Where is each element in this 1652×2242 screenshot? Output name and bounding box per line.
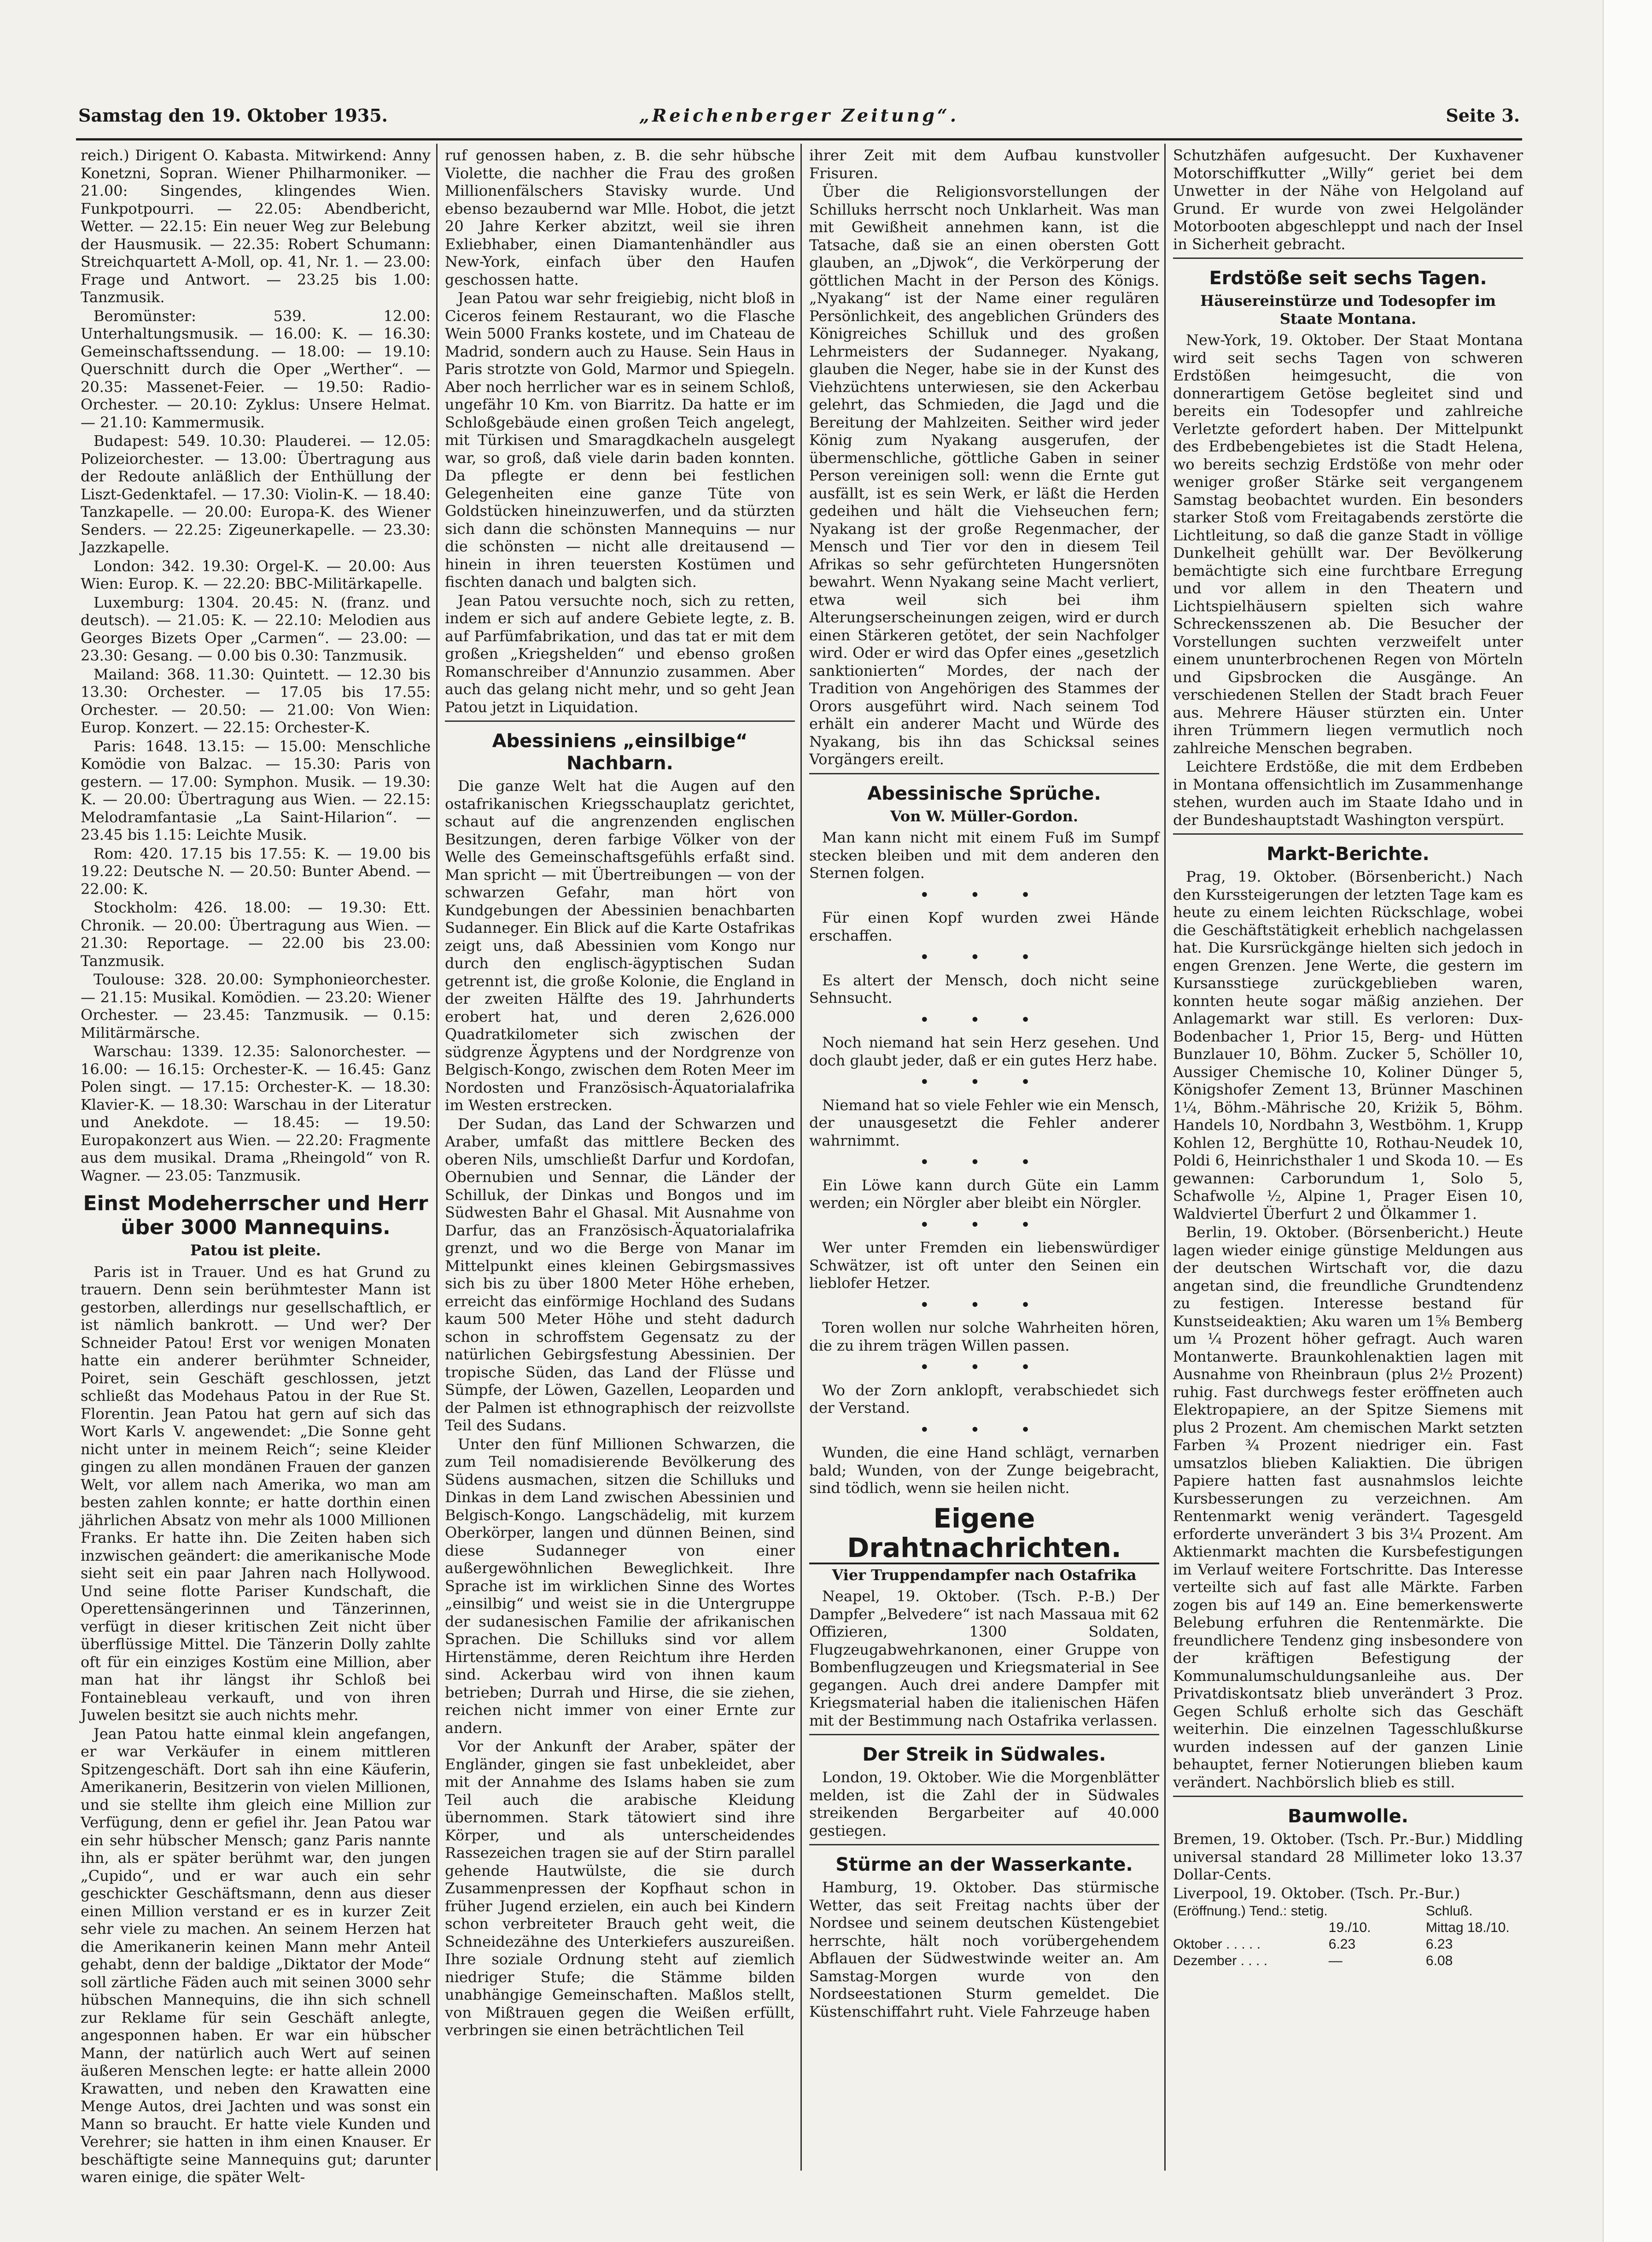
section-rule (1173, 833, 1523, 835)
radio-listing: Toulouse: 328. 20.00: Symphonieorchester. — 21.15: Musikal. Komödien. — 23.20: Wiener Orchester. — 23.45: Tanzmusik. — 0.15: Militärmärsche. (81, 971, 431, 1042)
column-3 (809, 146, 1159, 2169)
table-cell: 6.23 (1425, 1937, 1453, 1952)
separator-dots: • • • (920, 887, 1049, 903)
article-paragraph: Jean Patou war sehr freigiebig, nicht bloß in Ciceros feinem Restaurant, wo die Flasche Wein 5000 Franks kostete, und im Chateau de Madrid, sondern auch zu Hause. Sein Haus in Paris strotzte von Gold, Marmor und Spiegeln. Aber noch herrlicher war es in seinem Schloß, ungefähr 10 Km. von Biarritz. Da hatte er im Schloßgebäude einen großen Teich angelegt, mit Türkisen und Smaragdkacheln ausgelegt war, so groß, daß viele darin baden konnten. Da pflegte er denn bei festlichen Gelegenheiten eine ganze Tüte von Goldstücken hineinzuwerfen, und da stürzten sich dann die schönsten Mannequins — nur die schönsten — nicht alle dreitausend — hinein in ihren teuersten Kostümen und fischten danach und balgten sich. (445, 289, 795, 591)
column-2 (445, 146, 795, 2169)
table-cell: 6.23 (1328, 1937, 1356, 1952)
table-cell: 6.08 (1425, 1953, 1453, 1968)
separator-dots: • • • (920, 1154, 1049, 1171)
article-paragraph: Leichtere Erdstöße, die mit dem Erdbeben in Montana offensichtlich im Zusammenhange stehen, wurden auch im Staate Idaho und in der Bundeshauptstadt Washington verspürt. (1173, 758, 1523, 829)
radio-listing: Rom: 420. 17.15 bis 17.55: K. — 19.00 bis 19.22: Deutsche N. — 20.50: Bunter Abend. — 22.00: K. (81, 844, 431, 898)
separator-dots: • • • (920, 949, 1049, 966)
radio-listing: Warschau: 1339. 12.35: Salonorchester. — 16.00: — 16.15: Orchester-K. — 16.45: Ganz Polen singt. — 17.15: Orchester-K. — 18.30: Klavier-K. — 18.30: Warschau in der Literatur und Anekdote. — 18.45: — 19.50: Europakonzert aus Wien. — 22.20: Fragmente aus dem musikal. Drama „Rheingold“ von R. Wagner. — 23.05: Tanzmusik. (81, 1042, 431, 1184)
saying: Wer unter Fremden ein liebenswürdiger Schwätzer, ist oft unter den Seinen ein lieblofer Hetzer. (809, 1239, 1159, 1292)
radio-listing: London: 342. 19.30: Orgel-K. — 20.00: Aus Wien: Europ. K. — 22.20: BBC-Militärkapelle. (81, 557, 431, 592)
section-headline: Eigene Drahtnachrichten. (809, 1504, 1159, 1564)
article-headline: Abessiniens „einsilbige“ Nachbarn. (492, 731, 748, 774)
column-1 (81, 146, 431, 2186)
saying: Man kann nicht mit einem Fuß im Sumpf stecken bleiben und mit dem anderen den Sternen folgen. (809, 829, 1159, 882)
saying: Wunden, die eine Hand schlägt, vernarben bald; Wunden, von der Zunge beigebracht, sind tödlich, wenn sie heilen nicht. (809, 1444, 1159, 1497)
article-headline: Erdstöße seit sechs Tagen. (1209, 268, 1487, 289)
article-paragraph: ruf genossen haben, z. B. die sehr hübsche Violette, die nachher die Frau des großen Millionenfälschers Stavisky wurde. Und ebenso bezaubernd war Mlle. Hobot, die jetzt 20 Jahre Kerker abzitzt, weil sie ihren Exliebhaber, einen Diamantenhändler aus New-York, einfach über den Haufen geschossen hatte. (445, 146, 795, 288)
table-cell: Schluß. (1425, 1903, 1473, 1919)
article-paragraph: Jean Patou versuchte noch, sich zu retten, indem er sich auf andere Gebiete legte, z. B. auf Parfümfabrikation, und das tat er mit dem großen „Kriegshelden“ und ebenso großen Romanschreiber d'Annunzio zusammen. Aber auch das gelang nicht mehr, und so geht Jean Patou jetzt in Liquidation. (445, 591, 795, 716)
table-cell: — (1328, 1953, 1343, 1968)
column-divider (1164, 144, 1166, 2171)
separator-dots: • • • (920, 1359, 1049, 1376)
header-rule (76, 138, 1522, 140)
table-row (1173, 1936, 1523, 1953)
news-paragraph: Hamburg, 19. Oktober. Das stürmische Wetter, das seit Freitag nachts über der Nordsee und seinem deutschen Küstengebiet herrschte, hält noch vorübergehendem Abflauen der Südwestwinde weiter an. Am Samstag-Morgen wurde von den Nordseestationen Sturm gemeldet. Die Küstenschiffahrt ruht. Viele Fahrzeuge haben (809, 1879, 1159, 2020)
table-header-row (1173, 1920, 1523, 1936)
article-byline: Von W. Müller-Gordon. (890, 807, 1079, 825)
section-rule (809, 1844, 1159, 1845)
table-cell: (Eröffnung.) Tend.: stetig. (1173, 1903, 1328, 1919)
table-cell: Mittag 18./10. (1425, 1920, 1510, 1935)
article-subheadline: Patou ist pleite. (190, 1241, 321, 1259)
radio-listing: Budapest: 549. 10.30: Plauderei. — 12.05: Polizeiorchester. — 13.00: Übertragung aus der Redoute anläßlich der Enthüllung der Liszt-Gedenktafel. — 17.30: Violin-K. — 18.40: Tanzkapelle. — 20.00: Europa-K. des Wiener Senders. — 22.25: Zigeunerkapelle. — 23.30: Jazzkapelle. (81, 432, 431, 556)
table-cell: Dezember . . . . (1173, 1953, 1268, 1968)
news-headline: Der Streik in Südwales. (862, 1744, 1106, 1765)
article-paragraph: Jean Patou hatte einmal klein angefangen, er war Verkäufer in einem mittleren Spitzengeschäft. Dort sah ihn eine Käuferin, Amerikanerin, Besitzerin von vielen Millionen, und sie stellte ihm gleich eine Million zur Verfügung, denn er gefiel ihr. Jean Patou war ein sehr hübscher Mensch; ganz Paris nannte ihn, als er später berühmt war, den jungen „Cupido“, und er war auch ein sehr geschickter Geschäftsmann, denn aus dieser einen Million verstand er es in kurzer Zeit sehr viele zu machen. An seinem Herzen hat die Amerikanerin keinen Mann mehr Anteil gehabt, denn der baldige „Diktator der Mode“ soll zärtliche Fäden auch mit seinen 3000 sehr hübschen Mannequins, die ihn sich schnell zur Reklame für sein Geschäft anlegte, angesponnen haben. Er war ein hübscher Mann, der natürlich auch Wert auf seinen äußeren Menschen legte: er hatte allein 2000 Krawatten, und neben den Krawatten eine Menge Autos, drei Jachten und was sonst ein Mann so braucht. Er hatte viele Kunden und Verehrer; sie hatten in ihm einen Knauser. Er beschäftigte seine Mannequins gut; darunter waren einige, die später Welt- (81, 1725, 431, 2186)
scan-margin (1603, 0, 1652, 2242)
table-cell: Oktober . . . . . (1173, 1937, 1261, 1952)
table-cell (1329, 1903, 1426, 1920)
article-paragraph: New-York, 19. Oktober. Der Staat Montana wird seit sechs Tagen von schweren Erdstößen heimgesucht, die von donnerartigem Getöse begleitet sind und bereits ein Todesopfer und zahlreiche Verletzte gefordert haben. Der Mittelpunkt des Erdbebengebietes ist die Stadt Helena, wo bereits sechzig Erdstöße von mehr oder weniger großer Stärke seit vergangenem Samstag beobachtet wurden. Ein besonders starker Stoß vom Freitagabends zerstörte die Lichtleitung, so daß die ganze Stadt in völlige Dunkelheit gehüllt war. Der Bevölkerung bemächtigte sich eine furchtbare Erregung und vor allem in den Theatern und Lichtspielhäusern spielten sich wahre Schreckensszenen ab. Die Besucher der Vorstellungen suchten verzweifelt unter einem ununterbrochenen Regen von Mörteln und Gipsbrocken die Ausgänge. An verschiedenen Stellen der Stadt brach Feuer aus. Mehrere Häuser stürzten ein. Unter ihren Trümmern liegen vermutlich noch zahlreiche Menschen begraben. (1173, 331, 1523, 757)
article-paragraph: Paris ist in Trauer. Und es hat Grund zu trauern. Denn sein berühmtester Mann ist gestorben, allerdings nur gesellschaftlich, er ist nämlich bankrott. — Und wer? Der Schneider Patou! Erst vor wenigen Monaten hatte ein anderer berühmter Schneider, Poiret, sein Geschäft geschlossen, jetzt schließt das Modehaus Patou in der Rue St. Florentin. Jean Patou hat gern auf sich das Wort Karls V. angewendet: „Die Sonne geht nicht unter in meinem Reich“; seine Kleider gingen zu allen mondänen Frauen der ganzen Welt, vor allem nach Amerika, wo man am besten zahlen konnte; er hatte dorthin einen jährlichen Absatz von mehr als 1000 Millionen Franks. Er hatte ihn. Die Zeiten haben sich inzwischen geändert: die amerikanische Mode sieht seit ein paar Jahren nach Hollywood. Und seine flotte Pariser Kundschaft, die Operettensängerinnen und Tänzerinnen, verfügt in dieser kritischen Zeit nicht über überflüssige Mittel. Die Tänzerin Dolly zahlte oft für ein einziges Kostüm eine Million, aber man hat ihr längst ihr Schloß bei Fontainebleau verkauft, und von ihren Juwelen besitzt sie auch nichts mehr. (81, 1263, 431, 1724)
radio-listing: reich.) Dirigent O. Kabasta. Mitwirkend: Anny Konetzni, Sopran. Wiener Philharmoniker. — 21.00: Singendes, klingendes Wien. Funkpotpourri. — 22.05: Abendbericht, Wetter. — 22.15: Ein neuer Weg zur Belebung der Hausmusik. — 22.35: Robert Schumann: Streichquartett A-Moll, op. 41, Nr. 1. — 23.00: Frage und Antwort. — 23.25 bis 1.00: Tanzmusik. (81, 146, 431, 306)
saying: Toren wollen nur solche Wahrheiten hören, die zu ihrem trägen Willen passen. (809, 1319, 1159, 1354)
separator-dots: • • • (920, 1297, 1049, 1313)
cotton-report: Liverpool, 19. Oktober. (Tsch. Pr.-Bur.) (1173, 1884, 1460, 1902)
news-headline: Vier Truppendampfer nach Ostafrika (832, 1566, 1137, 1584)
page-number: Seite 3. (1446, 105, 1520, 126)
article-paragraph: Vor der Ankunft der Araber, später der Engländer, gingen sie fast unbekleidet, aber mit der Annahme des Islams haben sie zum Teil auch die arabische Kleidung übernommen. Stark tätowiert sind ihre Körper, und als unterscheidendes Rassezeichen tragen sie auf der Stirn parallel gehende Hautwülste, die sie durch Zusammenpressen der Kopfhaut schon in früher Jugend erzielen, ein auch bei Kindern schon verbreiteter Brauch geht weit, die Schneidezähne des Unterkiefers auszureißen. Ihre soziale Ordnung steht auf ziemlich niedriger Stufe; die Stämme bilden unabhängige Gemeinschaften. Maßlos stellt, von Mißtrauen gegen die Weißen erfüllt, verbringen sie einen beträchtlichen Teil (445, 1738, 795, 2039)
section-rule (1173, 1796, 1523, 1797)
table-cell (1173, 1920, 1329, 1936)
radio-listing: Mailand: 368. 11.30: Quintett. — 12.30 bis 13.30: Orchester. — 17.05 bis 17.55: Orchester. — 20.50: — 21.00: Von Wien: Europ. Konzert. — 22.15: Orchester-K. (81, 665, 431, 736)
news-paragraph: Neapel, 19. Oktober. (Tsch. P.-B.) Der Dampfer „Belvedere“ ist nach Massaua mit 62 Offizieren, 1300 Soldaten, Flugzeugabwehrkanonen, einer Gruppe von Bombenflugzeugen und Kriegsmaterial in See gegangen. Auch drei andere Dampfer mit Kriegsmaterial haben die italienischen Häfen mit der Bestimmung nach Ostafrika verlassen. (809, 1587, 1159, 1729)
saying: Für einen Kopf wurden zwei Hände erschaffen. (809, 909, 1159, 944)
section-rule (445, 720, 795, 722)
article-paragraph: Der Sudan, das Land der Schwarzen und Araber, umfaßt das mittlere Becken des oberen Nils, umschließt Darfur und Kordofan, Obernubien und Sennar, die Länder der Schilluk, der Dinkas und Bongos und im Südwesten Bahr el Ghasal. Mit Ausnahme von Darfur, das an Französisch-Äquatorialafrika grenzt, und wo die Berge von Manar im Mittelpunkt eines kleinen Gebirgsmassives sich bis zu über 1800 Meter Höhe erheben, erreicht das einförmige Hochland des Sudans kaum 500 Meter Höhe und steht dadurch schon in schroffstem Gegensatz zu der natürlichen Gebirgsfestung Abessinien. Der tropische Süden, das Land der Flüsse und Sümpfe, der Löwen, Gazellen, Leoparden und der Palmen ist ethnographisch der reizvollste Teil des Sudans. (445, 1115, 795, 1434)
header-date: Samstag den 19. Oktober 1935. (78, 105, 388, 126)
market-report: Prag, 19. Oktober. (Börsenbericht.) Nach den Kurssteigerungen der letzten Tage kam es heute zu einem leichten Rückschlage, wobei die Geschäftstätigkeit erheblich nachgelassen hat. Die Kursrückgänge hielten sich jedoch in engen Grenzen. Jene Werte, die gestern im Kursansstiege zurückgeblieben waren, konnten heute sogar mäßig anziehen. Der Anlagemarkt war still. Es verloren: Dux-Bodenbacher 1, Prior 15, Berg- und Hütten Bunzlauer 10, Böhm. Zucker 5, Schöller 10, Aussiger Chemische 10, Koliner Dünger 5, Königshofer Zement 13, Brünner Maschinen 1¼, Böhm.-Mährische 20, Kriżik 5, Böhm. Handels 10, Nordbahn 3, Westböhm. 1, Krupp Kohlen 12, Berghütte 10, Rothau-Neudek 10, Poldi 6, Heinrichsthaler 1 und Skoda 10. — Es gewannen: Carborundum 1, Solo 5, Schafwolle ½, Alpine 1, Prager Eisen 10, Waldviertel Überfurt 2 und Ölkammer 1. (1173, 868, 1523, 1223)
radio-listing: Stockholm: 426. 18.00: — 19.30: Ett. Chronik. — 20.00: Übertragung aus Wien. — 21.30: Reportage. — 22.00 bis 23.00: Tanzmusik. (81, 899, 431, 970)
article-headline: Markt-Berichte. (1267, 843, 1430, 865)
section-rule (809, 1734, 1159, 1735)
table-cell: 19./10. (1328, 1920, 1371, 1935)
column-divider (800, 144, 802, 2171)
article-paragraph: Unter den fünf Millionen Schwarzen, die zum Teil nomadisierende Bevölkerung des Südens ausmachen, sitzen die Schilluks und Dinkas in dem Land zwischen Abessinien und Belgisch-Kongo. Langschädelig, mit kurzem Oberkörper, langen und dünnen Beinen, sind diese Sudanneger von einer außergewöhnlichen Beweglichkeit. Ihre Sprache ist im wirklichen Sinne des Wortes „einsilbig“ und weist sie in die Untergruppe der sudanesischen Familie der afrikanischen Sprachen. Die Schilluks sind vor allem Hirtenstämme, deren Reichtum ihre Herden sind. Ackerbau wird von ihnen kaum betrieben; Durrah und Hirse, die sie ziehen, reichen nicht immer von einer Ernte zur andern. (445, 1435, 795, 1737)
article-paragraph: Die ganze Welt hat die Augen auf den ostafrikanischen Kriegsschauplatz gerichtet, schaut auf die angrenzenden englischen Besitzungen, deren farbige Völker von der Welle des Gemeinschaftsgefühls erfaßt sind. Man spricht — mit Übertreibungen — von der schwarzen Gefahr, man hört von Kundgebungen der Abessinien benachbarten Sudanneger. Ein Blick auf die Karte Ostafrikas zeigt uns, daß Abessinien vom Kongo nur durch den englisch-ägyptischen Sudan getrennt ist, die große Kolonie, die England in der zweiten Hälfte des 19. Jahrhunderts erobert hat, und deren 2,626.000 Quadratkilometer sich zwischen der südgrenze Ägyptens und der Nordgrenze von Belgisch-Kongo, zwischen dem Roten Meer im Nordosten und Französisch-Äquatorialafrika im Westen erstrecken. (445, 777, 795, 1114)
newspaper-title: „Reichenberger Zeitung“. (639, 105, 959, 126)
radio-listing: Luxemburg: 1304. 20.45: N. (franz. und deutsch). — 21.05: K. — 22.10: Melodien aus Georges Bizets Oper „Carmen“. — 23.00: — 23.30: Gesang. — 0.00 bis 0.30: Tanzmusik. (81, 593, 431, 664)
saying: Wo der Zorn anklopft, verabschiedet sich der Verstand. (809, 1381, 1159, 1417)
article-subheadline: Häusereinstürze und Todesopfer im Staate Montana. (1200, 292, 1496, 328)
article-headline: Baumwolle. (1288, 1806, 1408, 1827)
page-header (78, 105, 1520, 137)
table-row (1173, 1953, 1523, 1969)
cotton-report: Bremen, 19. Oktober. (Tsch. Pr.-Bur.) Middling universal standard 28 Millimeter loko 13.37 Dollar-Cents. (1173, 1830, 1523, 1883)
cotton-table (1173, 1903, 1523, 1969)
separator-dots: • • • (920, 1012, 1049, 1028)
saying: Ein Löwe kann durch Güte ein Lamm werden; ein Nörgler aber bleibt ein Nörgler. (809, 1176, 1159, 1212)
separator-dots: • • • (920, 1074, 1049, 1090)
column-4 (1173, 146, 1523, 2169)
table-header-row (1173, 1903, 1523, 1920)
article-paragraph: ihrer Zeit mit dem Aufbau kunstvoller Frisuren. (809, 146, 1159, 182)
news-paragraph: London, 19. Oktober. Wie die Morgenblätter melden, ist die Zahl der in Südwales streikenden Bergarbeiter auf 40.000 gestiegen. (809, 1768, 1159, 1839)
separator-dots: • • • (920, 1422, 1049, 1438)
saying: Noch niemand hat sein Herz gesehen. Und doch glaubt jeder, daß er ein gutes Herz habe. (809, 1034, 1159, 1069)
section-rule (809, 773, 1159, 774)
saying: Niemand hat so viele Fehler wie ein Mensch, der unausgesetzt die Fehler anderer wahrnimmt. (809, 1096, 1159, 1149)
column-divider (436, 144, 438, 2171)
radio-listing: Beromünster: 539. 12.00: Unterhaltungsmusik. — 16.00: K. — 16.30: Gemeinschaftssendung. — 18.00: — 19.10: Querschnitt durch die Oper „Werther“. — 20.35: Massenet-Feier. — 19.50: Radio-Orchester. — 20.10: Zyklus: Unsere Helmat. — 21.10: Kammermusik. (81, 307, 431, 431)
separator-dots: • • • (920, 1217, 1049, 1233)
article-paragraph: Schutzhäfen aufgesucht. Der Kuxhavener Motorschiffkutter „Willy“ geriet bei dem Unwetter in der Nähe von Helgoland auf Grund. Er wurde von zwei Helgoländer Motorbooten abgeschleppt und nach der Insel in Sicherheit gebracht. (1173, 146, 1523, 253)
article-paragraph: Über die Religionsvorstellungen der Schilluks herrscht noch Unklarheit. Was man mit Gewißheit annehmen kann, ist die Tatsache, daß sie an einen obersten Gott glauben, an „Djwok“, die Verkörperung der göttlichen Macht in der Person des Königs. „Nyakang“ ist der Name einer regulären Persönlichkeit, des angeblichen Gründers des Königreiches Schilluk und des großen Lehrmeisters der Sudanneger. Nyakang, glauben die Neger, habe sie in der Kunst des Viehzüchtens unterwiesen, sie den Ackerbau gelehrt, das Schmieden, die Jagd und die Bereitung der Mahlzeiten. Seither wird jeder König zum Nyakang ausgerufen, der übermenschliche, göttliche Gaben in seiner Person vereinigen soll: wenn die Ernte gut ausfällt, ist es sein Werk, er läßt die Herden gedeihen und hält die Viehseuchen fern; Nyakang ist der große Regenmacher, der Mensch und Tier vor den in diesem Teil Afrikas so sehr gefürchteten Hungersnöten bewahrt. Wenn Nyakang seine Macht verliert, etwa weil sich bei ihm Alterungserscheinungen zeigen, wird er durch einen Stärkeren getötet, der sein Nachfolger wird. Oder er wird das Opfer eines „gesetzlich sanktionierten“ Mordes, der nach der Tradition von Angehörigen des Stammes der Orors ausgeführt wird. Nach seinem Tod erhält ein anderer Macht und Würde des Nyakang, bis ihn das Schicksal seines Vorgängers ereilt. (809, 183, 1159, 768)
section-rule (1173, 258, 1523, 259)
market-report: Berlin, 19. Oktober. (Börsenbericht.) Heute lagen wieder einige günstige Meldungen aus der deutschen Wirtschaft vor, die dazu angetan sind, die freundliche Grundtendenz zu festigen. Interesse bestand für Kunstseideaktien; Aku waren um 1⅝ Bemberg um ¼ Prozent höher gefragt. Auch waren Montanwerte. Braunkohlenaktien lagen mit Ausnahme von Rheinbraun (plus 2½ Prozent) ruhig. Fast durchwegs fester eröffneten auch Elektropapiere, an der Spitze Siemens mit plus 2 Prozent. Am chemischen Markt setzten Farben ¾ Prozent niedriger ein. Fast umsatzlos blieben Kaliaktien. Die übrigen Papiere hatten fast ausnahmslos leichte Kursbesserungen zu verzeichnen. Am Rentenmarkt wenig verändert. Tagesgeld erforderte unverändert 3 bis 3¼ Prozent. Am Aktienmarkt machten die Kursbefestigungen im Verlauf weitere Fortschritte. Das Interesse verteilte sich auf fast alle Märkte. Farben zogen bis auf 149 an. Eine bemerkenswerte Belebung erfuhren die Rentenmärkte. Die freundlichere Tendenz ging insbesondere von der kräftigen Befestigung der Kommunalumschuldungsanleihe aus. Der Privatdiskontsatz blieb unverändert 3 Proz. Gegen Schluß erholte sich das Geschäft weiterhin. Die einzelnen Tagesschlußkurse wurden indessen auf der ganzen Linie behauptet, ferner Notierungen blieben kaum verändert. Nachbörslich blieb es still. (1173, 1223, 1523, 1791)
saying: Es altert der Mensch, doch nicht seine Sehnsucht. (809, 971, 1159, 1007)
news-headline: Stürme an der Wasserkante. (835, 1854, 1133, 1875)
radio-listing: Paris: 1648. 13.15: — 15.00: Menschliche Komödie von Balzac. — 15.30: Paris von gestern. — 17.00: Symphon. Musik. — 19.30: K. — 20.00: Übertragung aus Wien. — 22.15: Melodramfantasie „La Saint-Hilarion“. — 23.45 bis 1.15: Leichte Musik. (81, 737, 431, 843)
article-headline: Abessinische Sprüche. (867, 783, 1101, 804)
article-headline: Einst Modeherrscher und Herr über 3000 Mannequins. (83, 1192, 428, 1239)
